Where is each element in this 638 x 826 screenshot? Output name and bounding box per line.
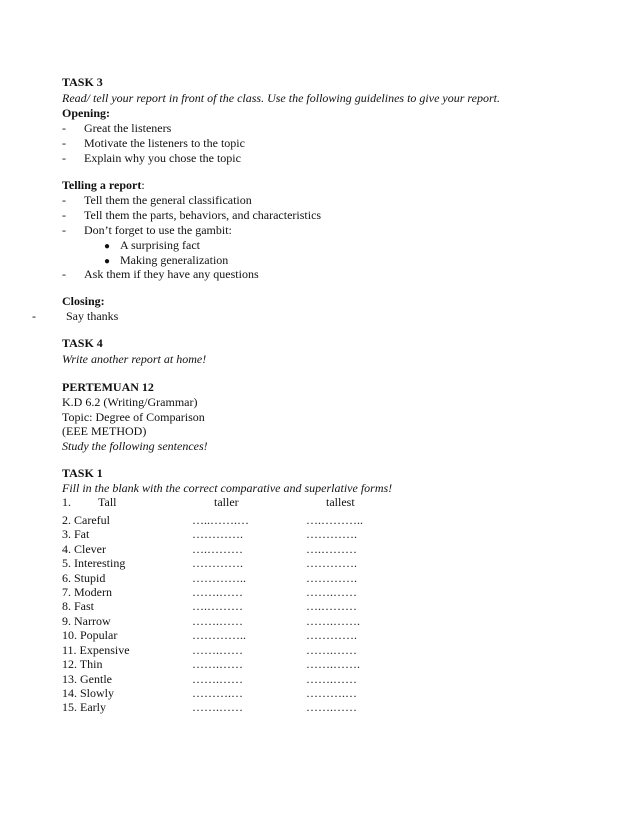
exercise-row: 2. Careful …..…….… ….……….. xyxy=(62,513,363,527)
exercise-row: 5. Interesting …………. …………. xyxy=(62,556,357,570)
exercise-row: 9. Narrow …….…… …….……. xyxy=(62,614,360,628)
exercise-row: 4. Clever ….……… ….……… xyxy=(62,542,357,556)
telling-item: - Tell them the general classification xyxy=(62,193,252,207)
exercise-row: 6. Stupid ………….. …………. xyxy=(62,571,357,585)
exercise-row: 10. Popular ………….. …………. xyxy=(62,628,357,642)
exercise-row: 14. Slowly ……….… ……….… xyxy=(62,686,357,700)
exercise-row: 7. Modern …….…… …….…… xyxy=(62,585,357,599)
task3-heading: TASK 3 xyxy=(62,75,103,89)
task4-instruction: Write another report at home! xyxy=(62,352,207,366)
example-row: 1. Tall taller tallest xyxy=(62,495,355,509)
exercise-row: 3. Fat …………. …………. xyxy=(62,527,357,541)
telling-item: - Tell them the parts, behaviors, and characteristics xyxy=(62,208,322,222)
telling-heading: Telling a report: xyxy=(62,178,145,192)
exercise-row: 13. Gentle …….…… …….…… xyxy=(62,672,357,686)
opening-item: - Motivate the listeners to the topic xyxy=(62,136,245,150)
exercise-row: 15. Early …….…… …….…… xyxy=(62,700,357,714)
closing-item: - Say thanks xyxy=(32,309,119,323)
meeting-method: (EEE METHOD) xyxy=(62,424,147,438)
task1-heading: TASK 1 xyxy=(62,466,103,480)
meeting-heading: PERTEMUAN 12 xyxy=(62,380,154,394)
gambit-item: ● Making generalization xyxy=(104,253,229,267)
telling-item: - Ask them if they have any questions xyxy=(62,267,259,281)
task4-heading: TASK 4 xyxy=(62,336,103,350)
meeting-topic: Topic: Degree of Comparison xyxy=(62,410,205,424)
gambit-item: ● A surprising fact xyxy=(104,238,200,252)
opening-item: - Great the listeners xyxy=(62,121,172,135)
telling-item: - Don’t forget to use the gambit: xyxy=(62,223,232,237)
task1-instruction: Fill in the blank with the correct comparative and superlative forms! xyxy=(62,481,393,495)
opening-item: - Explain why you chose the topic xyxy=(62,151,241,165)
bullet-icon: ● xyxy=(104,256,111,267)
exercise-row: 8. Fast ….……… ….……… xyxy=(62,599,357,613)
meeting-instruction: Study the following sentences! xyxy=(62,439,208,453)
bullet-icon: ● xyxy=(104,241,111,252)
meeting-kd: K.D 6.2 (Writing/Grammar) xyxy=(62,395,198,409)
task3-instruction: Read/ tell your report in front of the class. Use the following guidelines to give your report. xyxy=(62,91,500,105)
closing-heading: Closing: xyxy=(62,294,105,308)
exercise-row: 12. Thin …….…… …….……. xyxy=(62,657,360,671)
opening-heading: Opening: xyxy=(62,106,111,120)
exercise-row: 11. Expensive …….…… …….…… xyxy=(62,643,357,657)
